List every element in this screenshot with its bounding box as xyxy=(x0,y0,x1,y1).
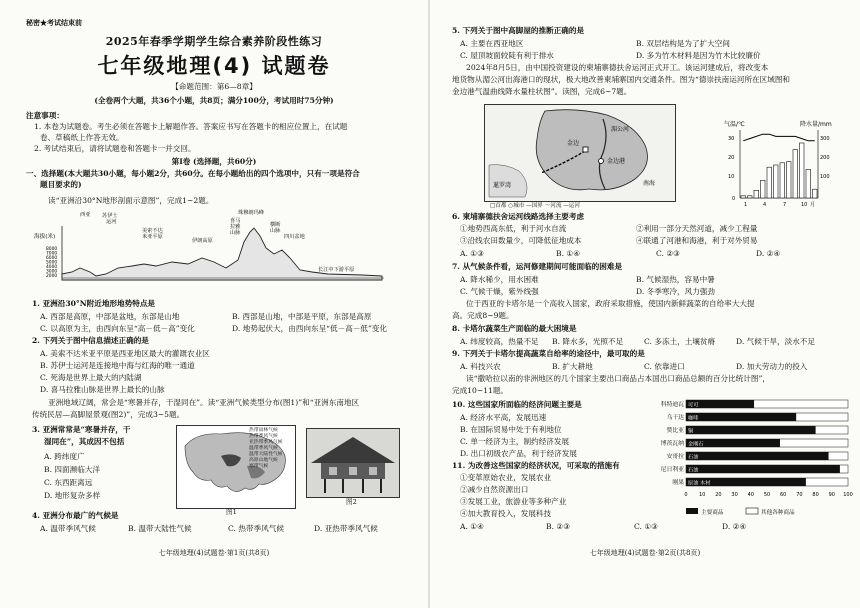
q10-stem: 10. 这些国家所面临的经济问题主要是 xyxy=(452,400,582,409)
passage2-line: 位于西亚的卡塔尔是一个高收入国家，政府采取措施，使国内新鲜蔬菜的自给率大大提 xyxy=(466,299,755,308)
product-label: 原油 木材 xyxy=(688,480,711,487)
map-label-gulf: 暹罗湾 xyxy=(493,182,512,189)
q9-option-b[interactable]: B. 扩大耕地 xyxy=(552,362,593,371)
legend-other: 其他各种商品 xyxy=(761,510,795,516)
temp-tick: 30 xyxy=(728,136,735,142)
canal-map-svg xyxy=(485,105,675,201)
x-tick-label: 20 xyxy=(715,492,722,498)
temp-tick: 0 xyxy=(732,196,736,202)
profile-label-mesopotamia-2: 米亚平原 xyxy=(142,234,163,240)
q9-option-a[interactable]: A. 科技兴农 xyxy=(460,362,501,371)
q3-option-a[interactable]: A. 跨纬度广 xyxy=(44,452,85,461)
read2-line: 传统民居—高脚屋景观(图2)”，完成3~5题。 xyxy=(32,410,185,419)
precipitation-bars xyxy=(741,143,817,198)
q10-option-a[interactable]: A. 经济水平高，发展迅速 xyxy=(460,413,547,422)
rain-tick: 200 xyxy=(820,155,830,161)
ytick: 2000 xyxy=(46,274,58,279)
map-label-river: 湄公河 xyxy=(611,126,630,133)
x-tick-label: 0 xyxy=(684,492,688,498)
q5-option-c[interactable]: C. 屋顶坡面较陡有利于排水 xyxy=(460,51,554,60)
q11-option-a[interactable]: A. ①④ xyxy=(460,522,484,531)
month-tick: 1 xyxy=(744,202,748,208)
footer-left: 七年级地理(4)试题卷·第1页(共8页) xyxy=(158,549,270,557)
profile-label-yangtze: 长江中下游平原 xyxy=(318,267,355,273)
q2-stem: 2. 下列关于图中信息描述正确的是 xyxy=(32,336,149,345)
x-tick-label: 50 xyxy=(763,492,771,498)
climate-chart xyxy=(722,118,840,212)
profile-y-axis xyxy=(34,226,62,279)
q9-option-d[interactable]: D. 加大劳动力的投入 xyxy=(736,362,808,371)
exam-summary: (全卷两个大题，共36个小题，共8页；满分100分，考试用时75分钟) xyxy=(94,96,334,105)
country-label: 博茨瓦纳 xyxy=(660,441,684,447)
q6-item: ③沿线农田数量少，可降低征地成本 xyxy=(460,236,582,245)
main-goods-bar xyxy=(686,452,829,460)
q1-option-b[interactable]: B. 西部是山地，中部是平原，东部是高原 xyxy=(232,312,372,321)
canal-region-map xyxy=(484,104,676,202)
precipitation-bar xyxy=(774,165,779,198)
q6-option-d[interactable]: D. ②④ xyxy=(756,249,781,258)
q4-option-b[interactable]: B. 温带大陆性气候 xyxy=(128,524,192,533)
read1-text: 读“亚洲沿30°N地形剖面示意图”，完成1~2题。 xyxy=(48,196,214,205)
profile-label-iran: 伊朗高原 xyxy=(192,238,213,244)
rain-tick: 100 xyxy=(820,174,830,180)
q11-item: ③发展工业，旅游业等多种产业 xyxy=(460,497,567,506)
country-label: 安哥拉 xyxy=(666,454,684,460)
q8-option-a[interactable]: A. 纬度较高，热量不足 xyxy=(460,337,539,346)
x-tick-label: 90 xyxy=(828,492,835,498)
country-label: 乌干达 xyxy=(666,415,684,421)
legend-item: 寒带气候 xyxy=(249,464,269,469)
map-label-sea: 南海 xyxy=(643,180,656,187)
q11-option-c[interactable]: C. ①③ xyxy=(634,522,658,531)
terrain-profile-figure xyxy=(32,208,392,286)
asia-climate-map xyxy=(176,425,296,509)
profile-label-himalaya-2: 拉雅 xyxy=(230,224,241,230)
legend-item: 热带季风气候 xyxy=(249,434,278,439)
rain-tick: 300 xyxy=(820,136,830,142)
q9-stem: 9. 下列关于卡塔尔提高蔬菜自给率的途径中，最可取的是 xyxy=(452,349,645,358)
exam-title: 2025年春季学期学生综合素养阶段性练习 xyxy=(105,35,323,48)
main-goods-bar xyxy=(686,465,840,473)
precipitation-bar xyxy=(800,143,805,198)
q4-stem: 4. 亚洲分布最广的气候是 xyxy=(32,511,119,520)
x-tick-label: 70 xyxy=(796,492,803,498)
scope-label: 【命题范围：第6—8章】 xyxy=(171,82,257,91)
legend-item: 温带季风气候 xyxy=(249,446,278,451)
ytick: 8000 xyxy=(46,247,58,252)
export-share-chart xyxy=(626,396,854,518)
ytick: 7000 xyxy=(46,251,58,257)
product-label: 咖啡 xyxy=(688,415,699,422)
legend-swatch-other xyxy=(746,508,758,514)
passage2-line: 高。完成8~9题。 xyxy=(452,311,514,320)
fig1-caption: 图1 xyxy=(226,508,237,516)
temp-tick: 10 xyxy=(728,174,735,180)
x-tick-label: 30 xyxy=(731,492,738,498)
q11-option-d[interactable]: D. ②④ xyxy=(722,522,747,531)
profile-label-himalaya-3: 山脉 xyxy=(230,230,241,236)
secret-label: 秘密★考试结束前 xyxy=(26,18,82,27)
fig2-caption: 图2 xyxy=(346,498,357,506)
map-label-capital: 金边 xyxy=(567,140,580,147)
q1-option-d[interactable]: D. 地势起伏大，由西向东呈“低－高－低”变化 xyxy=(232,324,388,333)
month-unit: 月 xyxy=(810,202,816,208)
month-tick: 10 xyxy=(801,202,808,208)
right-page xyxy=(430,0,860,608)
profile-label-hengduan: 横断 xyxy=(270,222,281,228)
q8-stem: 8. 卡塔尔蔬菜生产面临的最大困境是 xyxy=(452,324,577,333)
x-tick-label: 80 xyxy=(812,492,819,498)
profile-label-sichuan: 四川盆地 xyxy=(284,234,305,240)
precipitation-bar xyxy=(767,167,772,198)
capital-marker xyxy=(583,147,588,152)
profile-ylabel: 海拔(米) xyxy=(34,234,56,240)
q1-option-c[interactable]: C. 以高原为主，由西向东呈“高－低－高”变化 xyxy=(40,324,195,333)
q11-item: ④加大教育投入，发展科技 xyxy=(460,509,552,518)
q8-option-d[interactable]: D. 气候干旱，淡水不足 xyxy=(736,337,815,346)
ytick: 3000 xyxy=(46,269,58,275)
product-label: 可可 xyxy=(688,402,699,409)
q7-option-c[interactable]: C. 气候干燥，紫外线强 xyxy=(460,287,539,296)
ytick: 6000 xyxy=(46,256,58,261)
climate-ylabel-left: 气温/℃ xyxy=(724,121,745,128)
q3-option-b[interactable]: B. 四面濒临大洋 xyxy=(44,465,100,474)
q6-item: ②利用一部分天然河道，减少工程量 xyxy=(636,224,758,233)
q8-option-b[interactable]: B. 降水多，光照不足 xyxy=(552,337,624,346)
profile-label-himalaya: 喜马 xyxy=(230,218,241,224)
country-label: 刚果 xyxy=(672,480,684,486)
passage3-line: 完成10~11题。 xyxy=(452,386,509,395)
passage-line: 金边港气温曲线降水量柱状图”。读图，完成6~7题。 xyxy=(452,87,632,96)
part1-title: 第Ⅰ卷 (选择题，共60分) xyxy=(171,157,257,166)
q7-stem: 7. 从气候条件看，运河修建期间可能面临的困难是 xyxy=(452,262,623,271)
ytick: 5000 xyxy=(46,260,58,266)
precipitation-bar xyxy=(793,150,798,198)
notice-line: 卷、草稿纸上作答无效。 xyxy=(40,133,124,142)
q11-item: ②减少自然资源出口 xyxy=(460,485,529,494)
product-label: 石油 xyxy=(688,454,699,461)
month-tick: 7 xyxy=(783,202,787,208)
stilt-house-photo xyxy=(306,428,400,498)
q5-stem: 5. 下列关于图中高脚屋的推断正确的是 xyxy=(452,26,585,35)
q10-option-c[interactable]: C. 单一经济为主，制约经济发展 xyxy=(460,437,570,446)
q8-option-c[interactable]: C. 多冻土，土壤贫瘠 xyxy=(644,337,716,346)
climate-ylabel-right: 降水量/mm xyxy=(800,121,832,128)
notice-line: 1. 本卷为试题卷。考生必须在答题卡上解题作答。答案应书写在答题卡的相应位置上，在试题 xyxy=(34,122,348,131)
country-label: 赞比亚 xyxy=(666,428,684,434)
precipitation-bar xyxy=(813,189,818,198)
left-page xyxy=(0,0,428,608)
legend-item: 温带大陆性气候 xyxy=(249,452,283,457)
q11-stem: 11. 为改善这些国家的经济状况，可采取的措施有 xyxy=(452,461,620,470)
map-legend-text: □首都 ○城市 —国界 ～河流 —运河 xyxy=(490,203,580,209)
q10-option-d[interactable]: D. 出口初级农产品，利于经济发展 xyxy=(460,449,577,458)
q10-option-b[interactable]: B. 在国际贸易中处于有利地位 xyxy=(460,425,562,434)
passage-line: 2024年8月5日，由中国投资建设的柬埔寨德扶舍运河正式开工。该运河建成后，将改变本 xyxy=(466,63,769,72)
q4-option-a[interactable]: A. 温带季风气候 xyxy=(40,524,96,533)
q6-option-b[interactable]: B. ①④ xyxy=(556,249,581,258)
precipitation-bar xyxy=(787,162,792,198)
q7-option-d[interactable]: D. 冬季寒冷，风力强劲 xyxy=(636,287,715,296)
profile-label-everest: 珠穆朗玛峰 xyxy=(238,210,264,216)
section1-line: 一、选择题(本大题共30小题，每小题2分，共60分。在每小题给出的四个选项中，只有一项是符合 xyxy=(26,169,360,178)
q1-stem: 1. 亚洲沿30°N附近地形地势特点是 xyxy=(32,299,156,308)
precipitation-bar xyxy=(748,196,753,198)
subject-title: 七年级地理(4) 试题卷 xyxy=(97,54,331,78)
export-rows xyxy=(661,400,848,487)
x-tick-label: 40 xyxy=(747,492,754,498)
q3-stem-2: 湿同在”，其成因不包括 xyxy=(44,437,125,446)
q3-option-c[interactable]: C. 东西距离远 xyxy=(44,478,93,487)
q2-option-a[interactable]: A. 美索不达米亚平原是西亚地区最大的灌溉农业区 xyxy=(40,349,210,358)
precipitation-bar xyxy=(806,169,811,198)
notice-title: 注意事项： xyxy=(26,111,64,120)
q9-option-c[interactable]: C. 依靠进口 xyxy=(644,362,685,371)
profile-label-mesopotamia: 美索不达 xyxy=(142,228,163,234)
legend-swatch-main xyxy=(686,508,698,514)
q5-option-b[interactable]: B. 双层结构是为了扩大空间 xyxy=(636,39,730,48)
notice-line: 2. 考试结束后，请将试题卷和答题卡一并交回。 xyxy=(34,144,196,153)
q7-option-a[interactable]: A. 降水稀少，用水困难 xyxy=(460,275,539,284)
q11-option-b[interactable]: B. ②③ xyxy=(546,522,571,531)
q2-option-c[interactable]: C. 死海是世界上最大的内陆湖 xyxy=(40,373,142,382)
product-label: 铜 xyxy=(688,428,694,435)
port-marker xyxy=(599,159,604,164)
q5-option-a[interactable]: A. 主要在西亚地区 xyxy=(460,39,524,48)
profile-label-suez-2: 运河 xyxy=(106,219,117,225)
month-tick: 4 xyxy=(763,202,767,208)
x-tick-label: 60 xyxy=(780,492,787,498)
profile-label-hengduan-2: 山脉 xyxy=(270,228,281,234)
q6-stem: 6. 柬埔寨德扶舍运河线路选择主要考虑 xyxy=(452,212,585,221)
footer-right: 七年级地理(4)试题卷·第2页(共8页) xyxy=(589,549,701,557)
q7-option-b[interactable]: B. 气候湿热，容易中暑 xyxy=(636,275,715,284)
map-label-port: 金边港 xyxy=(607,158,626,165)
precipitation-bar xyxy=(761,180,766,198)
temp-tick: 20 xyxy=(728,155,735,161)
q6-option-a[interactable]: A. ①③ xyxy=(460,249,484,258)
stilt-house-svg xyxy=(307,429,399,497)
q5-option-d[interactable]: D. 多为竹木材料是因为竹木比较廉价 xyxy=(636,51,761,60)
q2-option-d[interactable]: D. 喜马拉雅山脉是世界上最长的山脉 xyxy=(40,385,165,394)
map-legend xyxy=(249,428,293,470)
country-label: 尼日利亚 xyxy=(660,467,684,473)
q4-option-c[interactable]: C. 热带季风气候 xyxy=(228,524,284,533)
precipitation-bar xyxy=(780,163,785,198)
product-label: 石油 xyxy=(688,467,699,474)
q4-option-d[interactable]: D. 亚热带季风气候 xyxy=(314,524,378,533)
main-goods-bar xyxy=(686,426,816,434)
x-tick-label: 100 xyxy=(843,492,853,498)
main-goods-bar xyxy=(686,413,796,421)
q6-option-c[interactable]: C. ②③ xyxy=(656,249,680,258)
legend-item: 热带雨林气候 xyxy=(249,428,278,433)
q3-option-d[interactable]: D. 地形复杂多样 xyxy=(44,491,101,500)
precipitation-bar xyxy=(741,196,746,198)
product-label: 金刚石 xyxy=(688,441,704,448)
ytick: 4000 xyxy=(46,265,58,270)
q11-item: ①变革原始农业，发展农业 xyxy=(460,473,552,482)
passage3-line: 读“撒哈拉以南的非洲地区的几个国家主要出口商品占本国出口商品总额的百分比统计图”， xyxy=(466,374,770,383)
q6-item: ④联通了河港和海港，利于对外贸易 xyxy=(636,236,758,245)
section1-line: 题目要求的) xyxy=(40,180,82,189)
q2-option-b[interactable]: B. 苏伊士运河是连接地中海与红海的唯一通道 xyxy=(40,361,195,370)
read2-line: 亚洲地域辽阔，常会是“寒暑并存，干湿同在”。读“亚洲气候类型分布(图1)”和“亚洲东南地区 xyxy=(48,398,360,407)
legend-item: 亚热带季风气候 xyxy=(249,440,283,445)
precipitation-bar xyxy=(754,190,759,198)
country-label: 科特迪瓦 xyxy=(660,402,684,408)
q6-item: ①地势西高东低，利于河水自流 xyxy=(460,224,567,233)
profile-label-suez: 苏伊士 xyxy=(102,213,118,219)
legend-main: 主要商品 xyxy=(701,510,724,516)
q1-option-a[interactable]: A. 西部是高原，中部是盆地，东部是山地 xyxy=(40,312,180,321)
q3-stem: 3. 亚洲常常是“寒暑并存，干 xyxy=(32,425,131,434)
export-xticks xyxy=(684,492,852,498)
profile-label-west-asia: 西亚 xyxy=(80,212,91,218)
x-tick-label: 10 xyxy=(699,492,706,498)
passage-line: 地货物从湄公河出海港口的现状，极大地改善柬埔寨国内交通条件。图为“德崇扶南运河所在区域图和 xyxy=(452,75,791,84)
legend-item: 高原山地气候 xyxy=(249,458,278,463)
temperature-line xyxy=(743,134,815,141)
